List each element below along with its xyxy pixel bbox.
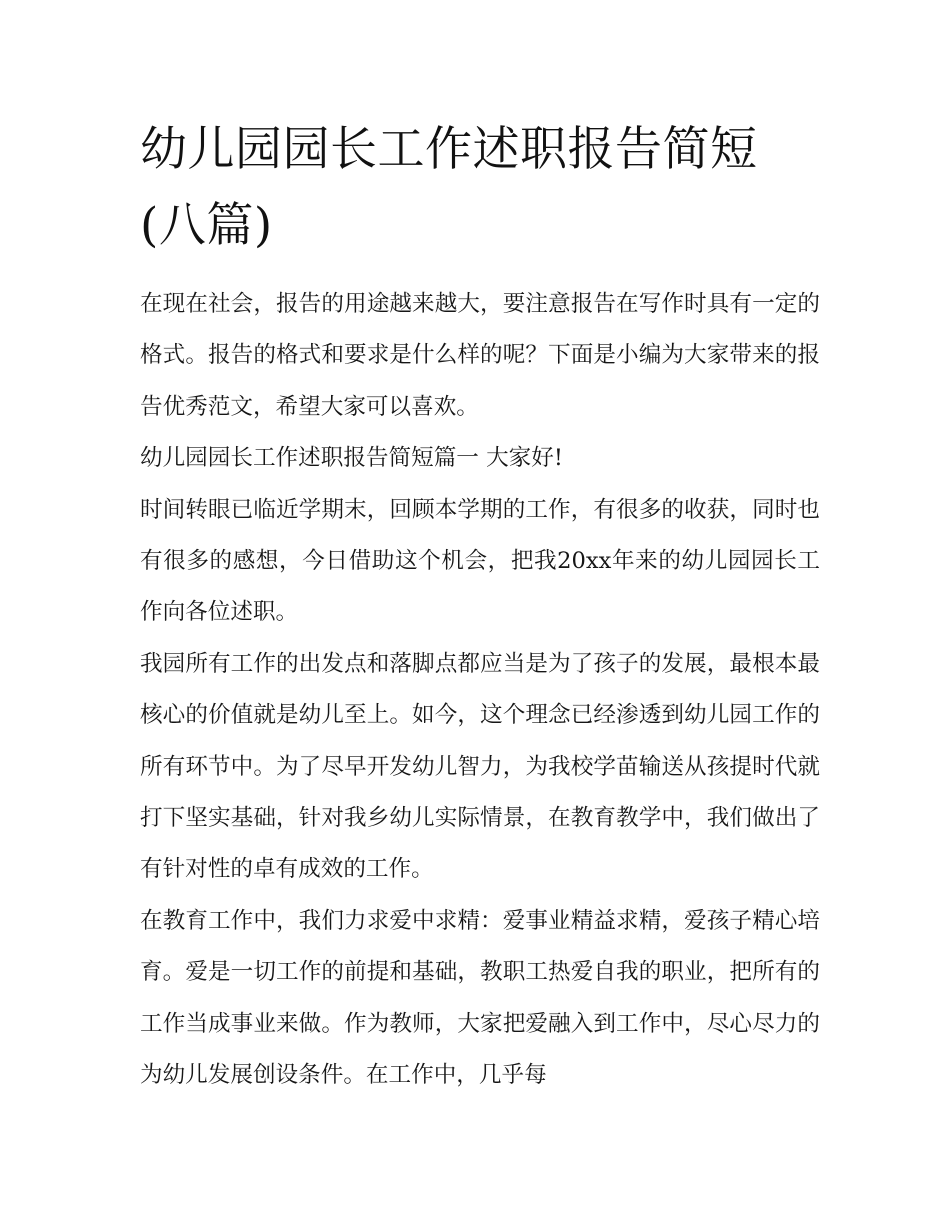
document-title: 幼儿园园长工作述职报告简短(八篇) — [140, 122, 758, 253]
paragraph-intro: 在现在社会，报告的用途越来越大，要注意报告在写作时具有一定的格式。报告的格式和要求是什么样的呢？下面是小编为大家带来的报告优秀范文，希望大家可以喜欢。 — [140, 291, 820, 420]
paragraph-review: 时间转眼已临近学期末，回顾本学期的工作，有很多的收获，同时也有很多的感想，今日借助这个机会，把我20xx年来的幼儿园园长工作向各位述职。 — [140, 496, 820, 626]
document-body — [140, 279, 820, 1102]
paragraph-section-heading: 幼儿园园长工作述职报告简短篇一 大家好! — [140, 445, 563, 472]
document-content — [140, 112, 820, 1102]
paragraph-education-work: 在教育工作中，我们力求爱中求精：爱事业精益求精，爱孩子精心培育。爱是一切工作的前提和基础，教职工热爱自我的职业，把所有的工作当成事业来做。作为教师，大家把爱融入到工作中，尽心尽力的为幼儿发展创设条件。在工作中，几乎每 — [140, 907, 820, 1089]
paragraph-philosophy: 我园所有工作的出发点和落脚点都应当是为了孩子的发展，最根本最核心的价值就是幼儿至上。如今，这个理念已经渗透到幼儿园工作的所有环节中。为了尽早开发幼儿智力，为我校学苗输送从孩提时代就打下坚实基础，针对我乡幼儿实际情景，在教育教学中，我们做出了有针对性的卓有成效的工作。 — [140, 650, 820, 883]
